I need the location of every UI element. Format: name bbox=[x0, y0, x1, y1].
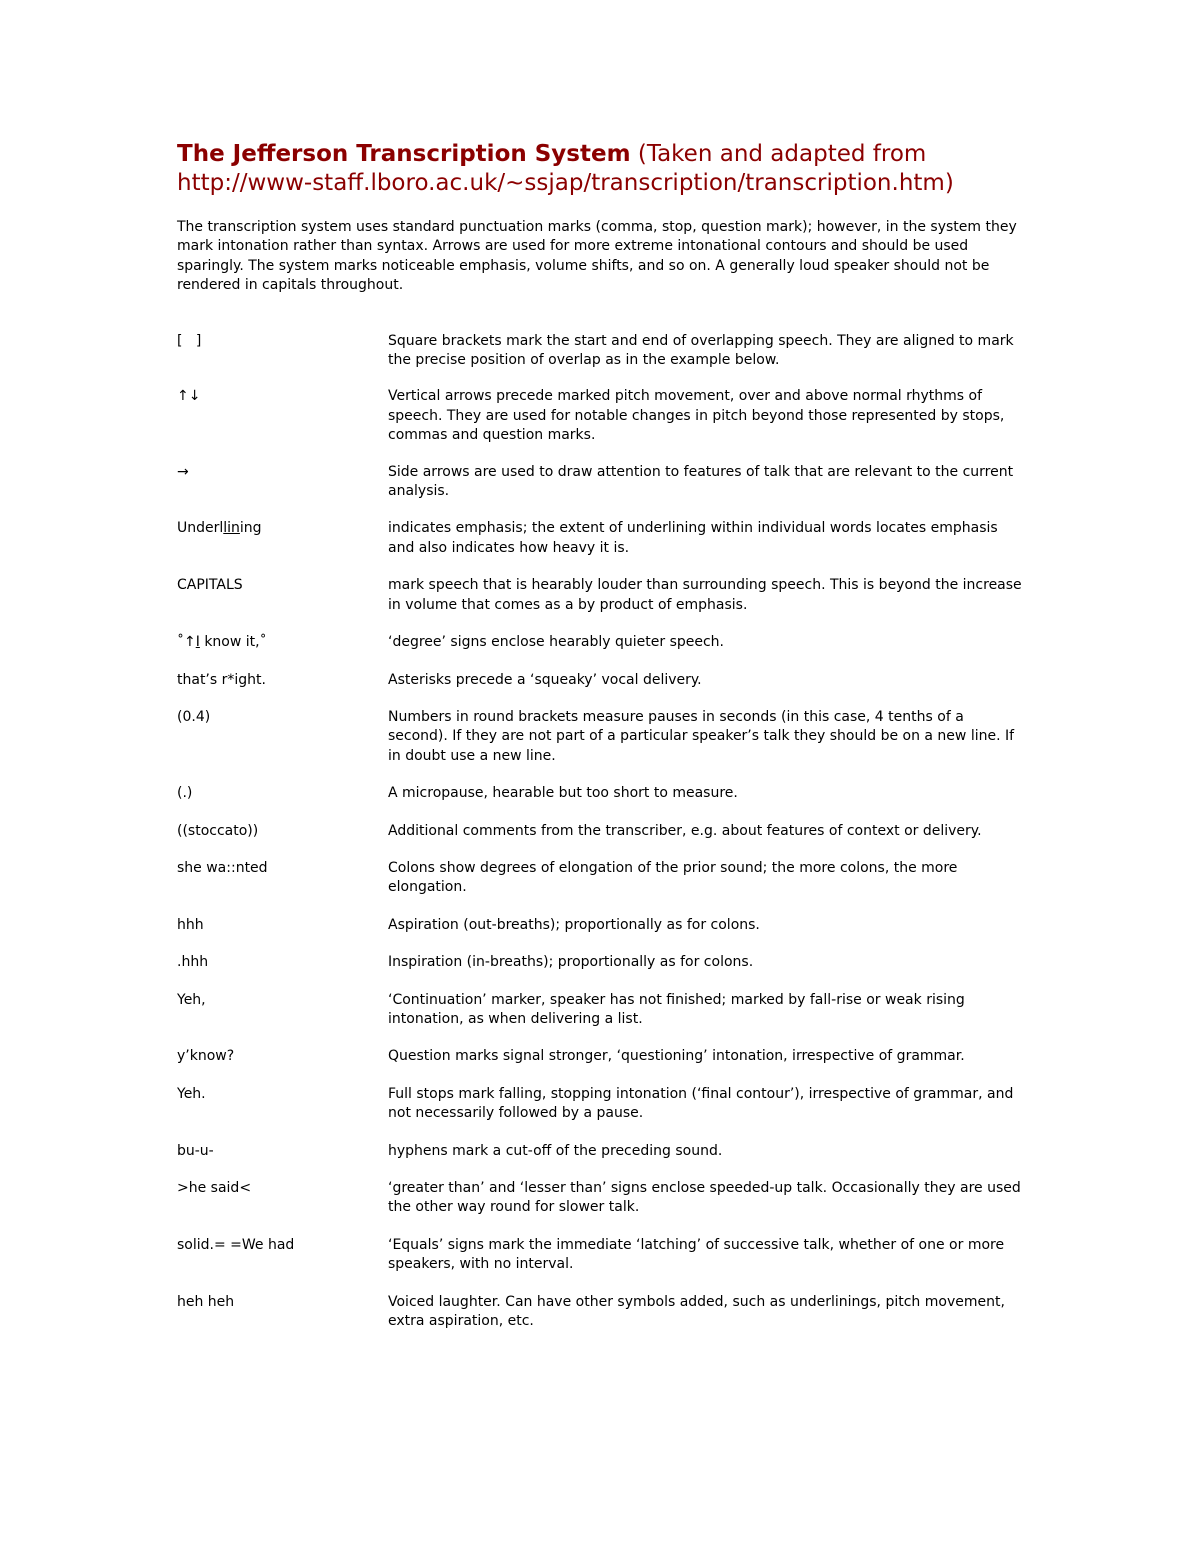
symbol-underlined-part: I bbox=[195, 634, 200, 651]
symbol-part: ˚↑ bbox=[177, 634, 196, 651]
notation-symbol: Yeh. bbox=[177, 1085, 206, 1102]
notation-symbol: solid.= =We had bbox=[177, 1236, 295, 1253]
notation-row bbox=[177, 1236, 1037, 1275]
notation-row bbox=[177, 463, 1037, 502]
notation-description: Aspiration (out-breaths); proportionally as for colons. bbox=[388, 916, 760, 933]
notation-row bbox=[177, 859, 1037, 898]
notation-description: hyphens mark a cut-off of the preceding sound. bbox=[388, 1142, 723, 1159]
notation-symbol: heh heh bbox=[177, 1293, 235, 1310]
symbol-part: Underl bbox=[177, 520, 224, 537]
notation-description: Asterisks precede a ‘squeaky’ vocal delivery. bbox=[388, 671, 702, 688]
notation-row bbox=[177, 1142, 1037, 1161]
notation-description: Voiced laughter. Can have other symbols added, such as underlinings, pitch movement, extra aspiration, etc. bbox=[388, 1293, 1005, 1330]
notation-description: Inspiration (in-breaths); proportionally as for colons. bbox=[388, 954, 754, 971]
notation-row bbox=[177, 991, 1037, 1030]
notation-description: Additional comments from the transcriber, e.g. about features of context or delivery. bbox=[388, 822, 982, 839]
notation-symbol: .hhh bbox=[177, 954, 209, 971]
notation-symbol: that’s r*ight. bbox=[177, 671, 266, 688]
notation-symbol bbox=[177, 519, 388, 558]
symbol-part: know it,˚ bbox=[199, 634, 267, 651]
notation-row bbox=[177, 332, 1037, 371]
notation-description: indicates emphasis; the extent of underlining within individual words locates emphasis and also indicates how heavy it is. bbox=[388, 520, 998, 556]
notation-description: ‘greater than’ and ‘lesser than’ signs enclose speeded-up talk. Occasionally they are used the other way round for slower talk. bbox=[388, 1180, 1021, 1216]
notation-description: ‘Continuation’ marker, speaker has not finished; marked by fall-rise or weak rising intonation, as when delivering a list. bbox=[388, 991, 965, 1027]
notation-symbol: → bbox=[177, 463, 189, 480]
notation-description: Square brackets mark the start and end of overlapping speech. They are aligned to mark the precise position of overlap as in the example below. bbox=[388, 332, 1014, 369]
notation-symbol: ((stoccato)) bbox=[177, 822, 259, 839]
title-source-url: http://www-staff.lboro.ac.uk/~ssjap/transcription/transcription.htm) bbox=[177, 170, 954, 196]
notation-row bbox=[177, 1085, 1037, 1124]
notation-row bbox=[177, 708, 1037, 766]
notation-row bbox=[177, 822, 1037, 841]
notation-symbol bbox=[177, 633, 388, 652]
notation-description: Full stops mark falling, stopping intonation (‘final contour’), irrespective of grammar, and not necessarily followed by a pause. bbox=[388, 1085, 1014, 1122]
symbol-underlined-part: lin bbox=[223, 520, 240, 537]
notation-description: Vertical arrows precede marked pitch movement, over and above normal rhythms of speech. They are used for notable changes in pitch beyond those represented by stops, commas and question marks. bbox=[388, 388, 1005, 444]
intro-paragraph: The transcription system uses standard punctuation marks (comma, stop, question mark); however, in the system they mark intonation rather than syntax. Arrows are used for more extreme intonational contours and should be used sparingly. The system marks noticeable emphasis, volume shifts, and so on. A generally loud speaker should not be rendered in capitals throughout. bbox=[177, 219, 1017, 294]
notation-row bbox=[177, 387, 1037, 445]
notation-symbol: [ ] bbox=[177, 332, 202, 349]
page-title bbox=[177, 140, 1037, 198]
notation-description: mark speech that is hearably louder than surrounding speech. This is beyond the increase in volume that comes as a by product of emphasis. bbox=[388, 577, 1022, 613]
notation-symbol: CAPITALS bbox=[177, 577, 243, 594]
notation-row bbox=[177, 671, 1037, 690]
notation-symbol: >he said< bbox=[177, 1180, 252, 1196]
document-page bbox=[177, 140, 1037, 1331]
notation-symbol: hhh bbox=[177, 916, 204, 933]
notation-description: Question marks signal stronger, ‘questioning’ intonation, irrespective of grammar. bbox=[388, 1048, 965, 1065]
symbol-part: ing bbox=[239, 520, 262, 537]
notation-row bbox=[177, 1179, 1037, 1218]
notation-description: Colons show degrees of elongation of the prior sound; the more colons, the more elongation. bbox=[388, 859, 958, 896]
notation-description: Side arrows are used to draw attention to features of talk that are relevant to the current analysis. bbox=[388, 463, 1014, 500]
notation-row bbox=[177, 916, 1037, 935]
notation-row bbox=[177, 519, 1037, 558]
notation-symbol: y’know? bbox=[177, 1048, 235, 1065]
notation-row bbox=[177, 784, 1037, 803]
title-main: The Jefferson Transcription System bbox=[177, 141, 631, 167]
notation-row bbox=[177, 633, 1037, 652]
notation-symbol: ↑↓ bbox=[177, 388, 201, 405]
notation-table bbox=[177, 332, 1037, 1332]
notation-row bbox=[177, 576, 1037, 615]
notation-row bbox=[177, 1047, 1037, 1066]
notation-row bbox=[177, 953, 1037, 972]
notation-description: Numbers in round brackets measure pauses in seconds (in this case, 4 tenths of a second). If they are not part of a particular speaker’s talk they should be on a new line. If in doubt use a new line. bbox=[388, 708, 1015, 764]
notation-symbol: bu-u- bbox=[177, 1142, 214, 1159]
notation-symbol: (.) bbox=[177, 785, 193, 802]
notation-symbol: Yeh, bbox=[177, 991, 206, 1008]
notation-symbol: she wa::nted bbox=[177, 859, 268, 876]
notation-description: ‘Equals’ signs mark the immediate ‘latching’ of successive talk, whether of one or more speakers, with no interval. bbox=[388, 1236, 1005, 1273]
title-source-prefix: (Taken and adapted from bbox=[630, 141, 927, 167]
notation-description: A micropause, hearable but too short to measure. bbox=[388, 785, 738, 802]
notation-description: ‘degree’ signs enclose hearably quieter speech. bbox=[388, 634, 725, 651]
notation-symbol: (0.4) bbox=[177, 708, 211, 725]
notation-row bbox=[177, 1293, 1037, 1332]
